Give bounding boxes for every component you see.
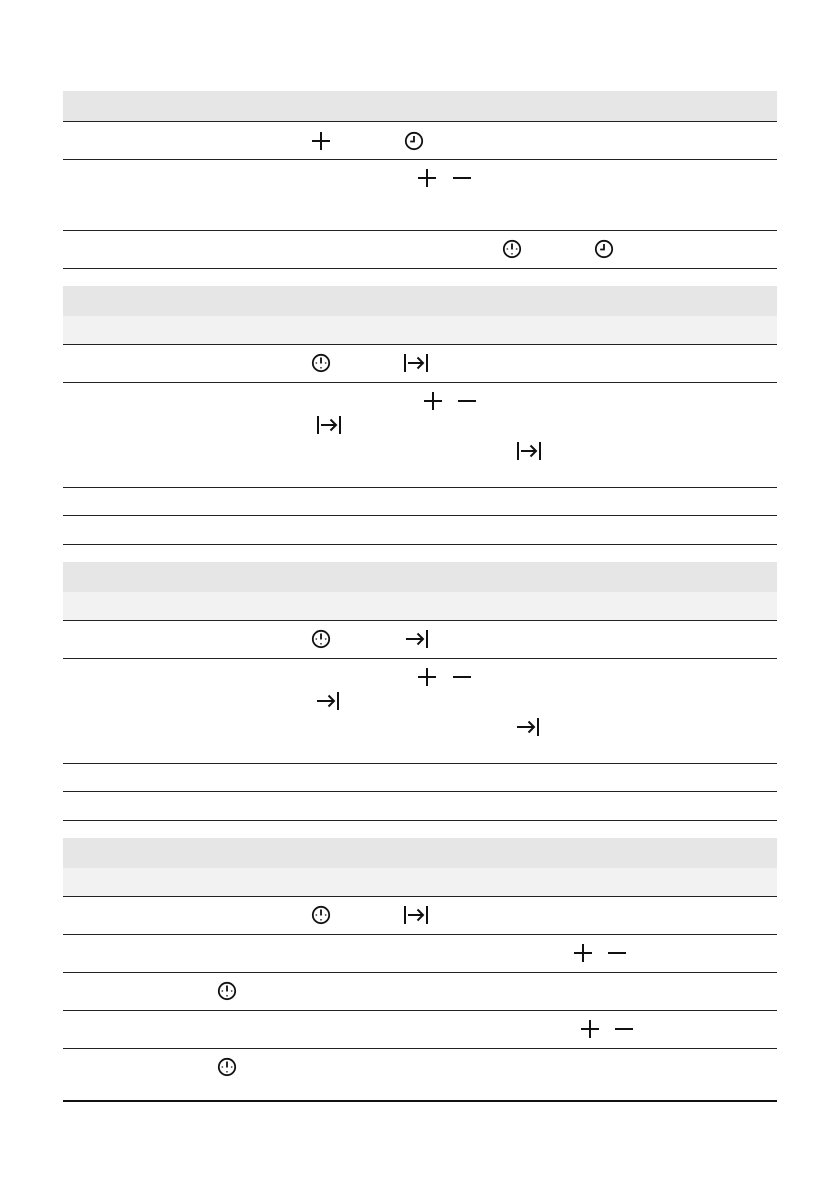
row-divider	[63, 791, 777, 792]
end-bar-arrow-icon	[403, 904, 431, 926]
row-divider	[63, 344, 777, 345]
row-divider	[63, 972, 777, 973]
row-divider	[63, 515, 777, 516]
end-bar-arrow-icon	[403, 352, 431, 374]
row-divider	[63, 1048, 777, 1049]
end-arrow-icon	[314, 690, 342, 712]
minus-icon	[457, 391, 477, 411]
section-1-header	[63, 91, 777, 121]
timer-icon	[311, 629, 331, 649]
end-bar-arrow-icon	[516, 440, 544, 462]
row-divider	[63, 268, 777, 269]
row-divider	[63, 658, 777, 659]
section-3-subheader	[63, 592, 777, 620]
row-divider	[63, 763, 777, 764]
minus-icon	[614, 1019, 634, 1039]
row-divider	[63, 934, 777, 935]
row-divider	[63, 487, 777, 488]
clock-icon	[404, 131, 424, 151]
row-divider	[63, 896, 777, 897]
timer-icon	[217, 1057, 237, 1077]
section-3-header	[63, 562, 777, 592]
row-divider	[63, 121, 777, 122]
timer-icon	[311, 353, 331, 373]
minus-icon	[452, 667, 472, 687]
row-divider	[63, 1010, 777, 1011]
manual-page	[63, 0, 777, 1191]
timer-icon	[502, 239, 522, 259]
end-bar-arrow-icon	[316, 414, 344, 436]
section-2-header	[63, 286, 777, 316]
minus-icon	[452, 168, 472, 188]
section-4-header	[63, 838, 777, 868]
minus-icon	[607, 943, 627, 963]
clock-icon	[594, 239, 614, 259]
plus-icon	[417, 667, 437, 687]
row-divider	[63, 159, 777, 160]
row-divider	[63, 544, 777, 545]
section-2-subheader	[63, 316, 777, 344]
timer-icon	[217, 981, 237, 1001]
plus-icon	[417, 168, 437, 188]
row-divider	[63, 230, 777, 231]
plus-icon	[573, 943, 593, 963]
end-arrow-icon	[403, 628, 431, 650]
section-4-subheader	[63, 868, 777, 896]
end-arrow-icon	[514, 716, 542, 738]
table-bottom-rule	[63, 1100, 777, 1102]
plus-icon	[580, 1019, 600, 1039]
plus-icon	[311, 131, 331, 151]
plus-icon	[423, 391, 443, 411]
timer-icon	[311, 905, 331, 925]
row-divider	[63, 382, 777, 383]
row-divider	[63, 820, 777, 821]
row-divider	[63, 620, 777, 621]
